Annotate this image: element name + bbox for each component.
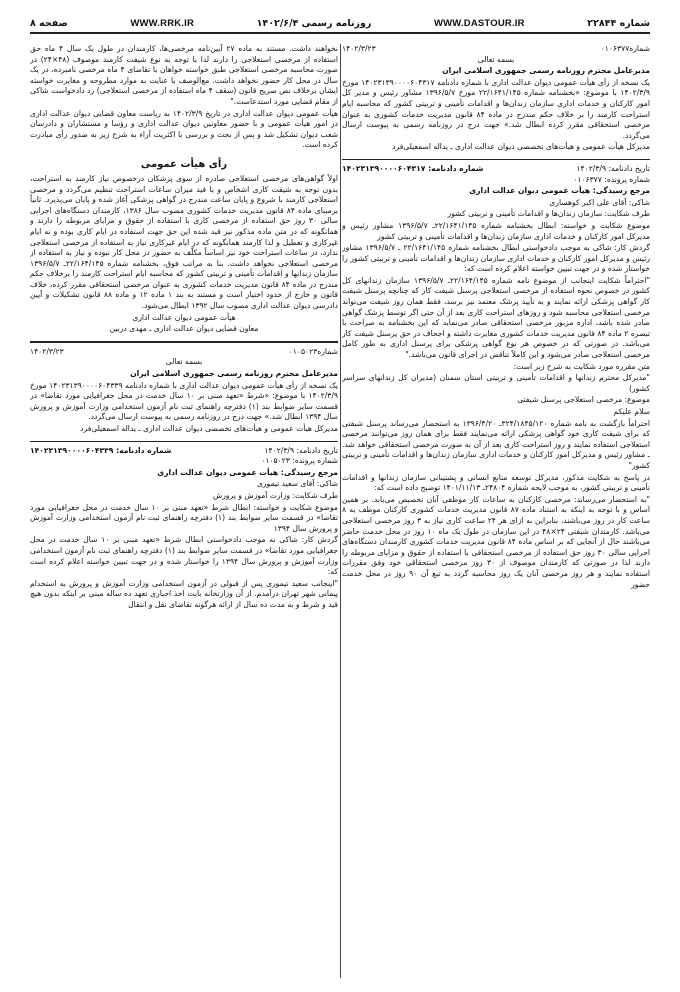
plaintiff: شاکی: آقای علی اکبر کوهساری	[549, 197, 650, 207]
letter-meta	[30, 347, 338, 358]
page-number: صفحه ۸	[30, 17, 68, 29]
reference: مرجع رسیدگی: هیأت عمومی دیوان عدالت اداری	[469, 186, 650, 196]
issue-number: شماره ۲۲۸۴۴	[587, 17, 650, 29]
letter-meta	[342, 44, 650, 55]
right-column	[342, 44, 650, 978]
ruling-text: اولاً گواهی‌های مرخصی استعلاجی صادره از سوی پزشکان درخصوص نیاز کارمند به استراحت، بدون توجه به شیفت کاری اشخاص و با قید میزان ساعات استراحت تنظیم می‌گردد و مرخصی استعلاجی کارمند با شروع و پایان ساعت مندرج در گواهی پزشکی آغاز شده و پایان می‌پذیرد. ثانیاً برمبنای ماده ۸۴ قانون مدیریت خدمات کشوری مصوب سال ۱۳۸۶، کارمندان دستگاه‌های اجرایی سالی ۳۰ روز حق استفاده از مرخصی کاری با استفاده از حقوق و مزایای مربوطه را دارند و همانگونه که در متن ماده مذکور نیز قید شده این حق جهت استفاده در ایام کاری بوده و نه ایام غیرکاری و تعطیل و لذا کارمند همانگونه که در ایام غیرکاری نیاز به استفاده از مرخصی استعلاجی ندارد، در ساعات استراحت خود نیز اساساً مکلّف به حضور در محل کار نبوده و نیاز به استفاده از مرخصی استعلاجی نخواهد داشت. بنا به مراتب فوق، بخشنامه شماره ۲۲/۱۶۴/۱۴۵ـ ۱۳۹۶/۵/۷ سازمان زندانها و اقدامات تأمینی و تربیتی کشور که محاسبه ایام استراحت کارمند را برخلاف حکم مندرج در ماده ۸۴ قانون مدیریت خدمات کشوری به عنوان مرخصی استحقاقی مقرر کرده، خلاف قانون و خارج از حدود اختیار است و مستند به بند ۱ ماده ۱۲ و ماده ۸۸ قانون تشکیلات و آیین دادرسی دیوان عدالت اداری مصوب سال ۱۳۹۲ ابطال می‌شود.	[30, 173, 338, 311]
addressee: مدیرعامل محترم روزنامه رسمی جمهوری اسلامی ایران	[130, 369, 338, 379]
left-column	[30, 44, 338, 978]
site-link-rrk[interactable]: WWW.RRK.IR	[130, 17, 195, 29]
issue-date: روزنامه رسمی ۱۴۰۲/۶/۴	[256, 17, 372, 29]
letter-body: یک نسخه از رأی هیأت عمومی دیوان عدالت اداری با شماره دادنامه ۱۴۰۲۳۱۳۹۰۰۰۰۶۰۴۳۱۷ مورخ ۱۴۰۲/۳/۹ با موضوع: «بخشنامه شماره ۲۲/۱۶۴۱/۱۴۵ مورخ ۱۳۹۶/۵/۷ مشاور رئیس و مدیر کل امور کارکنان و خدمات اداری سازمان زندان‌ها و اقدامات تأمینی و تربیتی کشور که محاسبه ایام استراحت کارمند را بر خلاف حکم مندرج در ماده ۸۴ قانون مدیریت خدمات کشوری به عنوان مرخصی استحقاقی مقرر کرده ابطال شد.» جهت درج در روزنامه رسمی به پیوست ارسال می‌گردد.	[342, 77, 650, 140]
decision-number: شماره دادنامه: ۱۴۰۲۳۱۳۹۰۰۰۰۶۰۴۳۱۷	[342, 163, 484, 173]
response-text: "به استحضار می‌رساند: مرخصی کارکنان به ساعات کار موظفی آنان تخصیص می‌یابد. بر همین اساس و با توجه به اینکه به استناد ماده ۸۷ قانون مدیریت خدمات کشوری کارکنان موظف به ۸ ساعت کار در روز می‌باشند، بنابراین به ازای هر ۲۴ ساعت کاری نیاز به ۳ روز مرخصی استعلاجی می‌باشد. کارمندان شیفتی ۲۴×۴۸ در این سازمان در طول یک ماه ۱۰ روز در محل خدمت حاضر می‌باشند حال از آنجایی که بر اساس ماده ۸۴ قانون مدیریت خدمات کشوری کارمندان دستگاه‌های اجرایی سالی ۳۰ روز حق استفاده از مرخصی استحقاقی با استفاده از حقوق و مزایای مربوطه را دارند لذا در صورتی که کارمندان موصوف از ۳۰ روز مرخصی استحقاقی خود وفق مقررات استفاده نمایند و هر روز مرخصی آنان یک روز محاسبه گردد به تبع آن ۹۰ روز در محل خدمت حضور	[342, 494, 650, 589]
response-continued: نخواهند داشت. مستند به ماده ۲۷ آیین‌نامه مرخصی‌ها، کارمندان در طول یک سال ۴ ماه حق استفاده از مرخصی استعلاجی را دارند لذا با توجه به نوع شیفت کارمند موصوف (۴۸×۲۴) در صورت محاسبه مرخصی استعلاجی طبق خواسته خواهان با تقاضای ۴ ماه مرخصی نامبرده، در یک سال در محل کار حضور نخواهد داشت. مع‌الوصف با عنایت به موارد مطروحه و مغایرت خواسته ایشان برخلاف نص صریح قانون (سقف ۴ ماه استفاده از مرخصی استعلاجی) رد دادخواست شاکی از مقام قضایی مورد استدعاست."	[30, 44, 338, 106]
addressee: مدیرعامل محترم روزنامه رسمی جمهوری اسلامی ایران	[442, 66, 650, 76]
case-number: شماره پرونده: ۰۱۰۵۰۲۳	[261, 456, 338, 466]
defendant: طرف شکایت: وزارت آموزش و پرورش	[212, 490, 338, 500]
decision-meta	[342, 164, 650, 175]
ruling-signature-2: معاون قضایی دیوان عدالت اداری ـ مهدی دربین	[109, 324, 259, 334]
complaint-quote: "احتراماً شکایت اینجانب از موضوع نامه شماره ۲۲/۱۶۴/۱۴۵ـ ۱۳۹۶/۵/۷ سازمان زندانهای کل کشور در خصوص نحوه استفاده از مرخصی استعلاجی پرسنل شیفت کار که چنانچه پرسنل شیفت کار گواهی پزشکی ارائه نمایند و به تأیید پزشک معتمد نیز برسد، فقط همان روز شیفت می‌تواند مرخصی استعلاجی محاسبه شود و روزهای استراحت کاری بعد از آن حتی اگر توسط پزشک گواهی صادر شده باشد، اداره مزبور مرخصی استحقاقی صادر می‌نماید که این بخشنامه به صراحت با تبصره ۲ ماده ۸۴ قانون مدیریت خدمات کشوری مغایرت داشته و اجحاف در حق پرسنل شیفت کار می‌باشد. در صورتی که در خصوص هر نوع گواهی پزشکی برای پرسنل اداری به طور کامل مرخصی استعلاجی صادر می‌شود و این کاملاً تناقض در اجرای قانون می‌باشد."	[342, 275, 650, 360]
complaint-quote: "اینجانب سعید تیموری پس از قبولی در آزمون استخدامی وزارت آموزش و پرورش به استخدام پیمانی شهر تهران درآمدم. از آن وزارتخانه بابت اخذ اجباری تعهد ده ساله مبنی بر اینکه بدون هیچ قید و شرط و به مدت ده سال از ارائه هرگونه تقاضای نقل و انتقال	[30, 578, 338, 609]
letter-date: ۱۴۰۲/۳/۲۳	[30, 346, 64, 356]
case-number: شماره پرونده: ۰۱۰۶۳۷۷	[573, 174, 650, 184]
response-intro: در پاسخ به شکایت مذکور، مدیرکل توسعه منابع انسانی و پشتیبانی سازمان زندانها و اقدامات تأمینی و تربیتی کشور، به موجب لایحه شماره ۲۴۸۰۴ـ ۱۴۰۱/۱۱/۱۳ توضیح داده است که:	[342, 472, 650, 493]
letter-number: شماره۰۱۰۵۰۲۳	[288, 346, 338, 356]
board-session: هیأت عمومی دیوان عدالت اداری در تاریخ ۱۴۰۲/۳/۹ به ریاست معاون قضایی دیوان عدالت اداری در امور هیأت عمومی و با حضور معاونین دیوان عدالت اداری و رؤسا و مستشاران و دادرسان شعب دیوان تشکیل شد و پس از بحث و بررسی با اکثریت آراء به شرح زیر به صدور رأی مبادرت کرده است.	[30, 108, 338, 150]
text-intro: متن مقرره مورد شکایت به شرح زیر است:	[513, 361, 650, 371]
ruling-signature-1: هیأت عمومی دیوان عدالت اداری	[132, 312, 236, 322]
decision-number: شماره دادنامه: ۱۴۰۲۳۱۳۹۰۰۰۰۶۰۴۳۳۹	[30, 445, 172, 455]
case-summary: گردش کار: شاکی به موجب دادخواستی ابطال شرط «تعهد مبنی بر ۱۰ سال خدمت در محل جغرافیایی مورد تقاضا» در قسمت سایر ضوابط بند (۱) دفترچه راهنمای ثبت نام آزمون استخدامی وزارت آموزش و پرورش سال ۱۳۹۴ را خواستار شده و در جهت تبیین خواسته اعلام کرده است که:	[30, 535, 338, 577]
plaintiff: شاکی: آقای سعید تیموری	[256, 479, 338, 489]
ruling-title: رأی هیأت عمومی	[140, 158, 228, 170]
defendant: طرف شکایت: سازمان زندان‌ها و اقدامات تأمینی و تربیتی کشور	[447, 209, 650, 219]
basmala: بسمه تعالی	[477, 54, 515, 64]
reference: مرجع رسیدگی: هیأت عمومی دیوان عدالت اداری	[157, 467, 338, 477]
letter-number: شماره۰۱۰۶۳۷۷	[600, 44, 650, 53]
page-header	[30, 14, 650, 34]
regulation-subject: موضوع: مرخصی استعلاجی پرسنل شیفتی	[517, 395, 650, 405]
basmala: بسمه تعالی	[165, 357, 203, 367]
greeting: سلام علیکم	[613, 407, 650, 416]
divider	[30, 341, 338, 343]
regulation-quote: "مدیرکل محترم زندانها و اقدامات تأمینی و تربیتی استان سمنان (مدیران کل زندانهای سراسر کشور)	[342, 373, 650, 393]
columns	[30, 44, 650, 978]
decision-meta	[30, 446, 338, 457]
decision-date: تاریخ دادنامه: ۱۴۰۲/۳/۹	[264, 445, 338, 455]
regulation-text: احتراماً بازگشت به نامه شماره ۳۲۴/۱۸۴۵/۱۲۰ـ ۱۳۹۶/۴/۲۰ به استحضار می‌رساند پرسنل شیفتی که برای شیفت کاری خود گواهی پزشکی ارائه می‌نمایند فقط برای همان روز می‌توانند مرخصی استعلاجی استفاده نمایند و روز استراحت کاری بعد از آن به صورت مرخصی استحقاقی خواهد شد. ـ مشاور رئیس و مدیرکل امور کارکنان و خدمات اداری سازمان زندان‌ها و اقدامات تأمینی و تربیتی کشور"	[342, 418, 650, 470]
case-summary: گردش کار: شاکی به موجب دادخواستی ابطال بخشنامه شماره ۲۲/۱۶۴۱/۱۴۵ ـ ۱۳۹۶/۵/۷ مشاور رئیس و مدیرکل امور کارکنان و خدمات اداری سازمان زندان‌ها و اقدامات تأمینی و تربیتی کشور را خواستار شده و در جهت تبیین خواسته اعلام کرده است که:	[342, 243, 650, 274]
decision-date: تاریخ دادنامه: ۱۴۰۲/۳/۹	[576, 163, 650, 173]
column-divider	[340, 44, 341, 978]
site-link-dastour[interactable]: WWW.DASTOUR.IR	[433, 17, 525, 29]
subject: موضوع شکایت و خواسته: ابطال بخشنامه شماره ۲۲/۱۶۴۱/۱۴۵ـ ۱۳۹۶/۵/۷ مشاور رئیس و مدیرکل امور کارکنان و خدمات اداری سازمان زندان‌ها و اقدامات تأمینی و تربیتی کشور	[342, 220, 650, 241]
letter-body: یک نسخه از رأی هیأت عمومی دیوان عدالت اداری با شماره دادنامه ۱۴۰۲۳۱۳۹۰۰۰۰۶۰۴۳۳۹ مورخ ۱۴۰۲/۳/۹ با موضوع: «شرط «تعهد مبنی بر ۱۰ سال خدمت در محل جغرافیایی مورد تقاضا» در قسمت سایر ضوابط بند (۱) دفترچه راهنمای ثبت نام آزمون استخدامی وزارت آموزش و پرورش سال ۱۳۹۴ ابطال شد.» جهت درج در روزنامه رسمی به پیوست ارسال می‌گردد.	[30, 380, 338, 422]
divider	[342, 159, 650, 160]
divider	[30, 441, 338, 442]
letter-date: ۱۴۰۲/۳/۲۳	[342, 44, 376, 53]
subject: موضوع شکایت و خواسته: ابطال شرط «تعهد مبنی بر ۱۰ سال خدمت در محل جغرافیایی مورد تقاضا» در قسمت سایر ضوابط بند (۱) دفترچه راهنمای ثبت نام آزمون استخدامی وزارت آموزش و پرورش سال ۱۳۹۴	[30, 502, 338, 533]
letter-signature: مدیرکل هیأت عمومی و هیأت‌های تخصصی دیوان عدالت اداری ـ یداله اسمعیلی‌فرد	[392, 142, 650, 152]
letter-signature: مدیرکل هیأت عمومی و هیأت‌های تخصصی دیوان عدالت اداری ـ یداله اسمعیلی‌فرد	[80, 424, 338, 433]
